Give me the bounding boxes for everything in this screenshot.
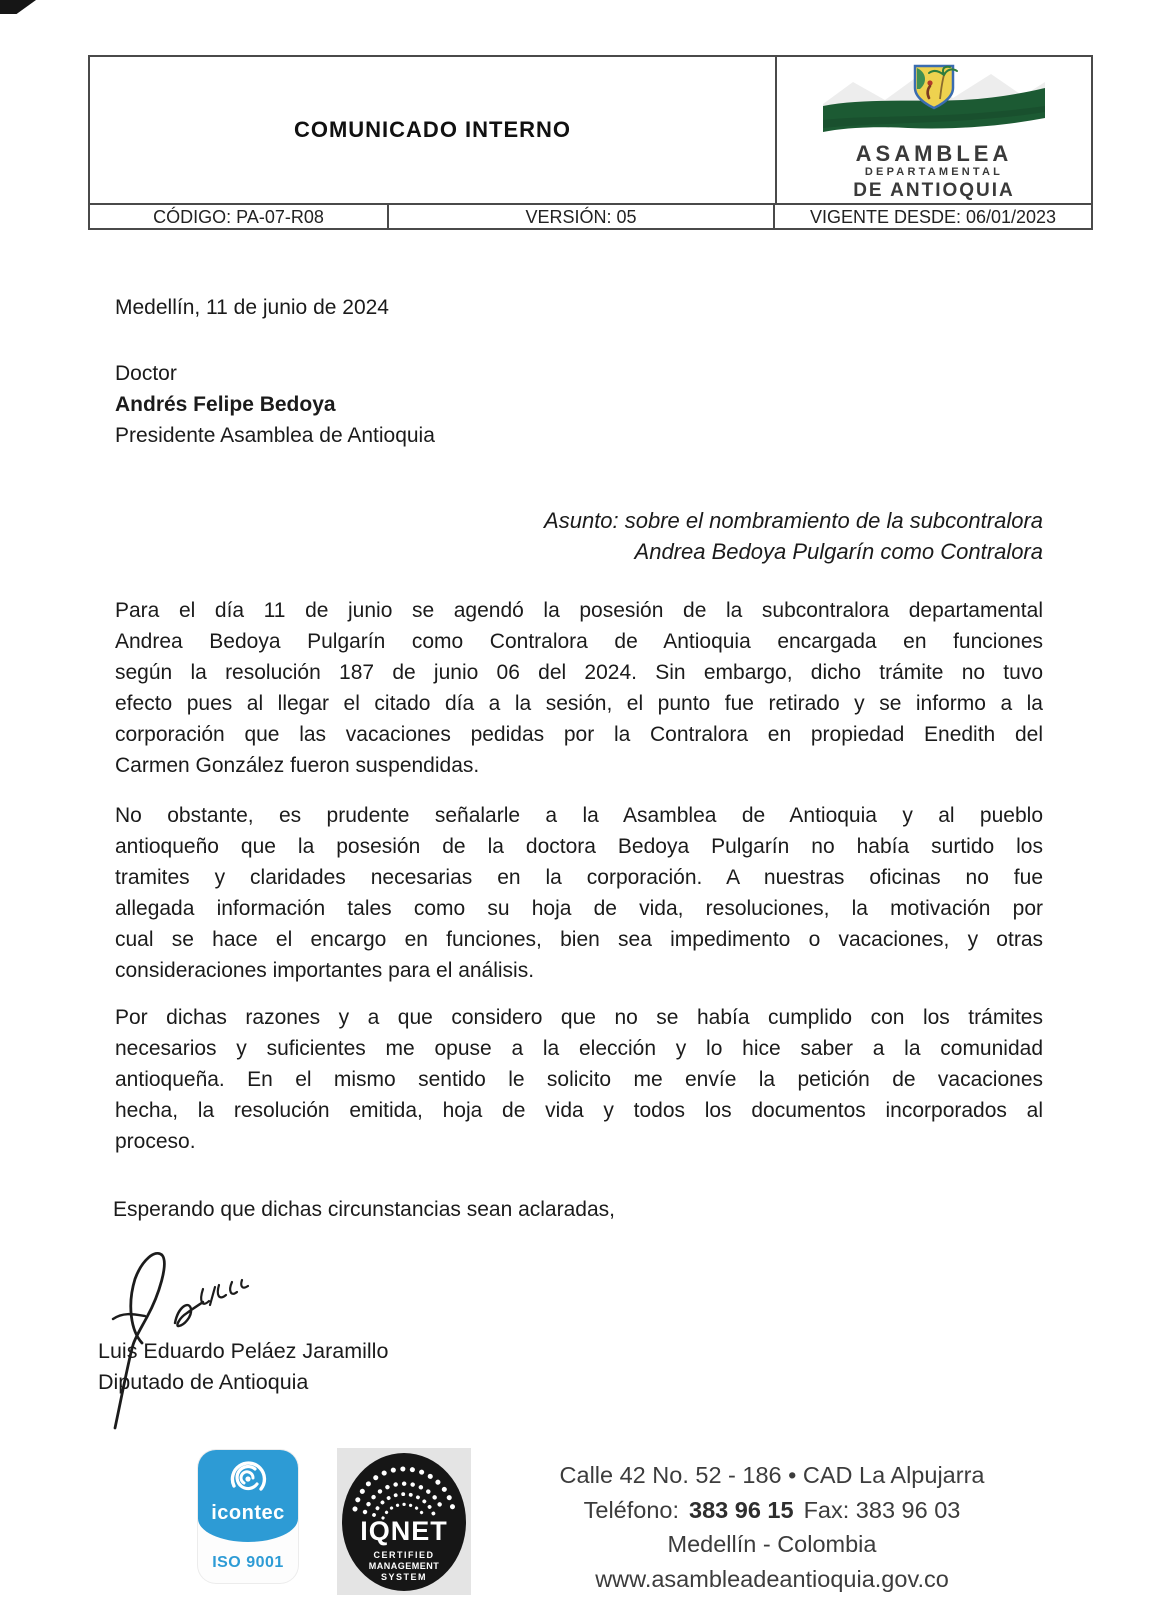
meta-codigo: CÓDIGO: PA-07-R08 [90,205,389,230]
recipient-name: Andrés Felipe Bedoya [115,393,336,416]
header-row-meta [90,205,1091,230]
icontec-badge [198,1450,298,1583]
header-table [88,55,1093,230]
header-row-title [90,57,1091,205]
asamblea-crest-icon [823,62,1045,142]
meta-version: VERSIÓN: 05 [389,205,775,230]
scan-corner-artifact [0,0,36,14]
paragraph-line: Para el día 11 de junio se agendó la posesión de la subcontralora departamental [115,599,1043,622]
paragraph-3 [115,1002,1043,1157]
subject-block [115,505,1043,567]
paragraph-line: consideraciones importantes para el análisis. [115,959,535,982]
iqnet-sub-3: SYSTEM [380,1572,428,1582]
logo-line-de-antioquia: DE ANTIOQUIA [853,179,1015,201]
phone-number: 383 96 15 [689,1496,794,1523]
paragraph-line: efecto pues al llegar el citado día a la sesión, el punto fue retirado y se informo a la [115,692,1043,715]
document-title: COMUNICADO INTERNO [90,57,777,203]
signer-block [98,1336,388,1398]
paragraph-line: Andrea Bedoya Pulgarín como Contralora de Antioquia encargada en funciones [115,630,1043,653]
iqnet-dots-icon [337,1448,471,1595]
contact-block [512,1458,1032,1596]
header-logo-cell [777,57,1091,203]
meta-vigente: VIGENTE DESDE: 06/01/2023 [809,207,1057,227]
signer-name: Luis Eduardo Peláez Jaramillo [98,1339,389,1363]
iqnet-badge [337,1448,471,1595]
paragraph-line: necesarios y suficientes me opuse a la elección y lo hice saber a la comunidad [115,1037,1043,1060]
icontec-brand-label: icontec [211,1502,285,1524]
paragraph-line: allegada información tales como su hoja de vida, resoluciones, la motivación por [115,897,1043,920]
paragraph-2 [115,800,1043,986]
iqnet-sub-2: MANAGEMENT [368,1561,440,1571]
iqnet-brand-label: IQNET [360,1516,448,1546]
subject-line-1: Asunto: sobre el nombramiento de la subcontralora [544,508,1043,533]
paragraph-line: cual se hace el encargo en funciones, bien sea impedimento o vacaciones, y otras [115,928,1043,951]
paragraph-line: No obstante, es prudente señalarle a la Asamblea de Antioquia y al pueblo [115,804,1043,827]
paragraph-line: Por dichas razones y a que considero que no se había cumplido con los trámites [115,1006,1043,1029]
logo-line-asamblea: ASAMBLEA [855,140,1013,166]
signer-role: Diputado de Antioquia [98,1370,309,1394]
date-line: Medellín, 11 de junio de 2024 [115,296,389,319]
recipient-salutation: Doctor [115,362,177,385]
contact-city: Medellín - Colombia [667,1531,877,1557]
closing-line: Esperando que dichas circunstancias sean aclaradas, [113,1198,615,1221]
contact-address: Calle 42 No. 52 - 186 • CAD La Alpujarra [559,1462,985,1488]
paragraph-line: tramites y claridades necesarias en la corporación. A nuestras oficinas no fue [115,866,1043,889]
paragraph-line: antioqueña. En el mismo sentido le solicito me envíe la petición de vacaciones [115,1068,1043,1091]
iso-9001-label: ISO 9001 [212,1554,284,1571]
logo-line-departamental: DEPARTAMENTAL [864,165,1004,178]
recipient-block [115,358,435,451]
paragraph-line: corporación que las vacaciones pedidas por la Contralora en propiedad Enedith del [115,723,1043,746]
logo-wordmark [853,142,1015,201]
subject-line-2: Andrea Bedoya Pulgarín como Contralora [634,539,1043,564]
contact-website: www.asambleadeantioquia.gov.co [595,1565,949,1592]
paragraph-line: proceso. [115,1130,196,1153]
paragraph-line: Carmen González fueron suspendidas. [115,754,480,777]
recipient-role: Presidente Asamblea de Antioquia [115,424,435,447]
paragraph-1 [115,595,1043,781]
paragraph-line: según la resolución 187 de junio 06 del 2024. Sin embargo, dicho trámite no tuvo [115,661,1043,684]
paragraph-line: antioqueño que la posesión de la doctora Bedoya Pulgarín no había surtido los [115,835,1043,858]
contact-phone-line [512,1493,1032,1528]
icontec-badge-top [198,1450,298,1542]
icontec-spiral-icon [225,1456,271,1502]
iqnet-sub-1: CERTIFIED [373,1550,435,1560]
paragraph-line: hecha, la resolución emitida, hoja de vida y todos los documentos incorporados al [115,1099,1043,1122]
fax-number: Fax: 383 96 03 [803,1496,961,1523]
phone-label: Teléfono: [583,1496,680,1523]
